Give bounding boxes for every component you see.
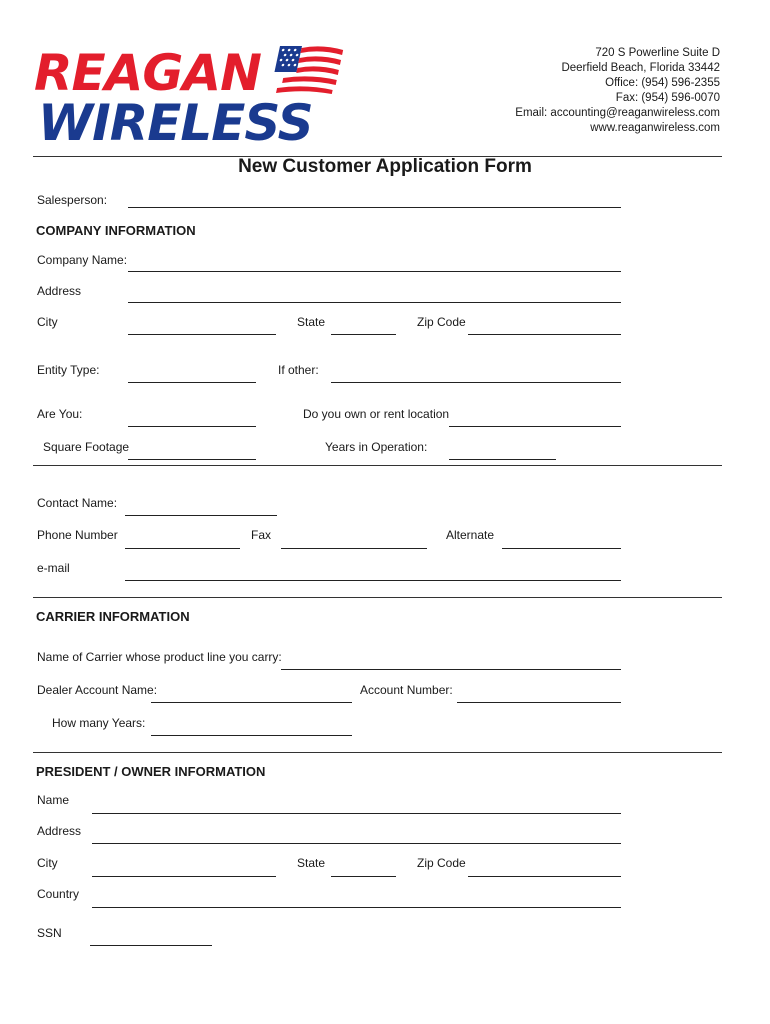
owner-city-label: City	[37, 856, 58, 870]
email-label: e-mail	[37, 561, 70, 575]
section-divider-owner	[33, 752, 722, 753]
are-you-field[interactable]	[128, 426, 256, 427]
salesperson-label: Salesperson:	[37, 193, 108, 207]
address-office-phone: Office: (954) 596-2355	[605, 77, 720, 89]
company-name-label: Company Name:	[37, 253, 128, 267]
company-city-label: City	[37, 315, 58, 329]
fax-field[interactable]	[281, 548, 427, 549]
owner-ssn-field[interactable]	[90, 945, 212, 946]
owner-country-field[interactable]	[92, 907, 621, 908]
alternate-field[interactable]	[502, 548, 621, 549]
carrier-name-field[interactable]	[281, 669, 621, 670]
address-email: Email: accounting@reaganwireless.com	[515, 107, 720, 119]
square-footage-field[interactable]	[128, 459, 256, 460]
company-address-field[interactable]	[128, 302, 621, 303]
carrier-name-label: Name of Carrier whose product line you carry:	[37, 650, 282, 664]
company-name-field[interactable]	[128, 271, 621, 272]
square-footage-label: Square Footage	[43, 440, 130, 454]
how-many-years-field[interactable]	[151, 735, 352, 736]
email-field[interactable]	[125, 580, 621, 581]
section-divider-contact	[33, 465, 722, 466]
alternate-label: Alternate	[446, 528, 495, 542]
owner-address-field[interactable]	[92, 843, 621, 844]
owner-state-field[interactable]	[331, 876, 396, 877]
entity-type-label: Entity Type:	[37, 363, 100, 377]
company-logo	[34, 44, 349, 152]
owner-name-label: Name	[37, 793, 70, 807]
own-rent-label: Do you own or rent location	[303, 407, 450, 421]
owner-country-label: Country	[37, 887, 80, 901]
owner-name-field[interactable]	[92, 813, 621, 814]
account-number-label: Account Number:	[360, 683, 453, 697]
owner-info-heading: PRESIDENT / OWNER INFORMATION	[36, 764, 266, 779]
carrier-info-heading: CARRIER INFORMATION	[36, 609, 190, 624]
phone-number-label: Phone Number	[37, 528, 118, 542]
logo-line-reagan: REAGAN	[34, 44, 261, 102]
contact-name-field[interactable]	[125, 515, 277, 516]
section-divider-carrier	[33, 597, 722, 598]
own-rent-field[interactable]	[449, 426, 621, 427]
phone-number-field[interactable]	[125, 548, 240, 549]
owner-address-label: Address	[37, 824, 82, 838]
owner-zip-field[interactable]	[468, 876, 621, 877]
how-many-years-label: How many Years:	[52, 716, 146, 730]
address-city: Deerfield Beach, Florida 33442	[561, 62, 720, 74]
owner-zip-label: Zip Code	[417, 856, 466, 870]
if-other-label: If other:	[278, 363, 319, 377]
entity-type-field[interactable]	[128, 382, 256, 383]
company-info-heading: COMPANY INFORMATION	[36, 223, 196, 238]
american-flag-icon	[266, 46, 346, 96]
fax-label: Fax	[251, 528, 272, 542]
dealer-account-label: Dealer Account Name:	[37, 683, 158, 697]
years-in-operation-label: Years in Operation:	[325, 440, 428, 454]
owner-city-field[interactable]	[92, 876, 276, 877]
years-in-operation-field[interactable]	[449, 459, 556, 460]
owner-ssn-label: SSN	[37, 926, 62, 940]
address-fax: Fax: (954) 596-0070	[615, 92, 720, 104]
owner-state-label: State	[297, 856, 326, 870]
address-street: 720 S Powerline Suite D	[595, 47, 720, 59]
logo-line-wireless: WIRELESS	[38, 94, 313, 152]
company-state-field[interactable]	[331, 334, 396, 335]
are-you-label: Are You:	[37, 407, 83, 421]
address-website: www.reaganwireless.com	[590, 122, 720, 134]
dealer-account-field[interactable]	[151, 702, 352, 703]
company-zip-label: Zip Code	[417, 315, 466, 329]
salesperson-field[interactable]	[128, 207, 621, 208]
company-address-label: Address	[37, 284, 82, 298]
contact-name-label: Contact Name:	[37, 496, 118, 510]
company-state-label: State	[297, 315, 326, 329]
form-title: New Customer Application Form	[238, 156, 532, 177]
if-other-field[interactable]	[331, 382, 621, 383]
company-city-field[interactable]	[128, 334, 276, 335]
account-number-field[interactable]	[457, 702, 621, 703]
company-zip-field[interactable]	[468, 334, 621, 335]
